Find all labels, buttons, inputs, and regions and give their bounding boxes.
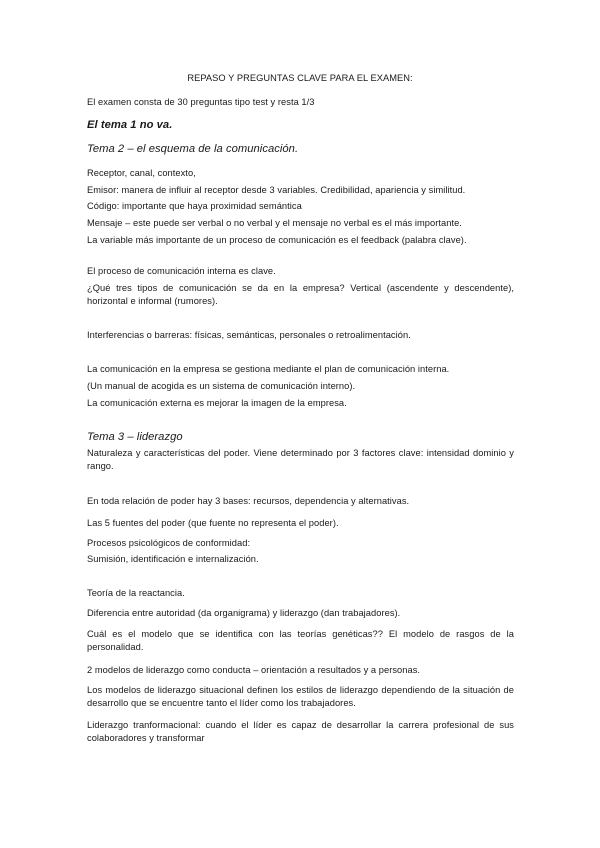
tema3-line: Las 5 fuentes del poder (que fuente no representa el poder). [87,518,339,528]
tema2-line: (Un manual de acogida es un sistema de comunicación interno). [87,381,356,391]
tema2-line: La comunicación en la empresa se gestiona mediante el plan de comunicación interna. [87,364,450,374]
intro-line: El examen consta de 30 preguntas tipo test y resta 1/3 [87,97,315,107]
tema2-line: Interferencias o barreras: físicas, semánticas, personales o retroalimentación. [87,330,411,340]
tema3-line: En toda relación de poder hay 3 bases: recursos, dependencia y alternativas. [87,496,410,506]
tema3-line: Naturaleza y características del poder. Viene determinado por 3 factores clave: intensidad dominio y rango. [87,448,514,471]
tema2-line: Receptor, canal, contexto, [87,168,196,178]
tema1-heading: El tema 1 no va. [87,119,173,131]
tema2-heading: Tema 2 – el esquema de la comunicación. [87,143,299,155]
tema2-line: ¿Qué tres tipos de comunicación se da en la empresa? Vertical (ascendente y descendente), horizontal e informal (rumores). [87,283,514,306]
tema3-line: Sumisión, identificación e internalización. [87,554,259,564]
tema2-line: Código: importante que haya proximidad semántica [87,201,302,211]
tema3-heading: Tema 3 – liderazgo [87,431,183,443]
document-title: REPASO Y PREGUNTAS CLAVE PARA EL EXAMEN: [187,73,413,83]
tema3-line: Cuál es el modelo que se identifica con las teorías genéticas?? El modelo de rasgos de la personalidad. [87,629,514,652]
tema2-line: La comunicación externa es mejorar la imagen de la empresa. [87,398,347,408]
tema3-line: Los modelos de liderazgo situacional definen los estilos de liderazgo dependiendo de la situación de desarrollo que se encuentre tanto el líder como los trabajadores. [87,685,514,708]
tema3-line: Diferencia entre autoridad (da organigrama) y liderazgo (dan trabajadores). [87,608,401,618]
tema2-line: Emisor: manera de influir al receptor desde 3 variables. Credibilidad, apariencia y similitud. [87,185,466,195]
tema2-line: Mensaje – este puede ser verbal o no verbal y el mensaje no verbal es el más importante. [87,218,462,228]
tema2-line: El proceso de comunicación interna es clave. [87,266,276,276]
tema3-line: Teoría de la reactancia. [87,588,185,598]
tema2-line: La variable más importante de un proceso de comunicación es el feedback (palabra clave). [87,235,467,245]
tema3-line: Procesos psicológicos de conformidad: [87,538,251,548]
tema3-line: 2 modelos de liderazgo como conducta – orientación a resultados y a personas. [87,665,421,675]
tema3-line: Liderazgo tranformacional: cuando el líder es capaz de desarrollar la carrera profesional de sus colaboradores y transformar [87,720,514,743]
